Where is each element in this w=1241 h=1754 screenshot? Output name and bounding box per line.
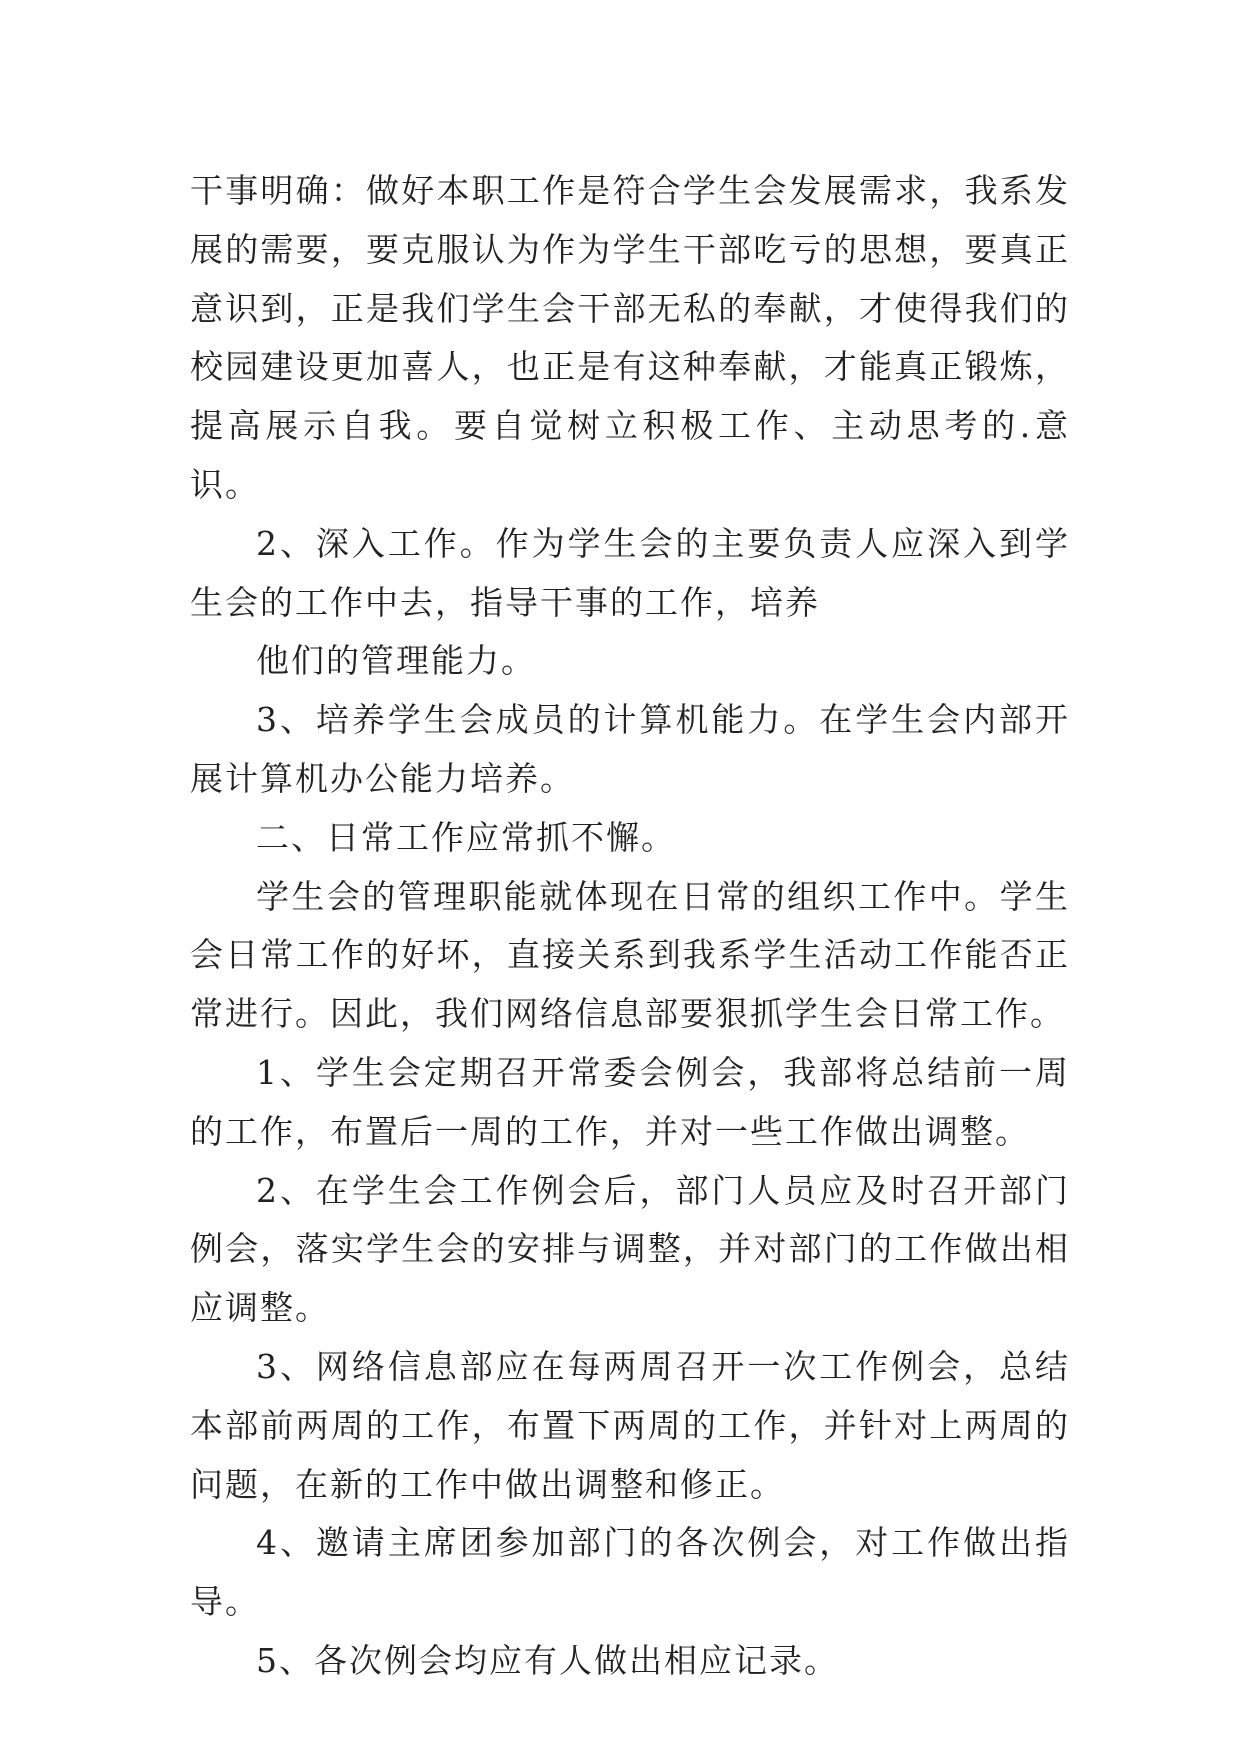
paragraph-item-1-weekly-meeting: 1、学生会定期召开常委会例会，我部将总结前一周的工作，布置后一周的工作，并对一些工作做出调整。	[190, 1052, 1070, 1151]
paragraph-management-ability: 他们的管理能力。	[256, 641, 536, 681]
paragraph-duties: 干事明确：做好本职工作是符合学生会发展需求，我系发展的需要，要克服认为作为学生干部吃亏的思想，要真正意识到，正是我们学生会干部无私的奉献，才使得我们的校园建设更加喜人，也正是有这种奉献，才能真正锻炼，提高展示自我。要自觉树立积极工作、主动思考的.意识。	[190, 171, 1070, 504]
paragraph-item-4-invite-presidium: 4、邀请主席团参加部门的各次例会，对工作做出指导。	[190, 1523, 1070, 1622]
paragraph-daily-work-intro: 学生会的管理职能就体现在日常的组织工作中。学生会日常工作的好坏，直接关系到我系学生活动工作能否正常进行。因此，我们网络信息部要狠抓学生会日常工作。	[190, 876, 1070, 1034]
paragraph-item-3-computer-skills: 3、培养学生会成员的计算机能力。在学生会内部开展计算机办公能力培养。	[190, 700, 1070, 798]
section-heading-daily-work: 二、日常工作应常抓不懈。	[256, 817, 676, 857]
document-body	[190, 162, 1070, 1691]
paragraph-item-3-biweekly-meeting: 3、网络信息部应在每两周召开一次工作例会，总结本部前两周的工作，布置下两周的工作，并针对上两周的问题，在新的工作中做出调整和修正。	[190, 1346, 1070, 1504]
paragraph-item-2-deep-work: 2、深入工作。作为学生会的主要负责人应深入到学生会的工作中去，指导干事的工作，培养	[190, 523, 1070, 622]
paragraph-item-5-meeting-records: 5、各次例会均应有人做出相应记录。	[256, 1640, 839, 1680]
paragraph-item-2-department-meeting: 2、在学生会工作例会后，部门人员应及时召开部门例会，落实学生会的安排与调整，并对部门的工作做出相应调整。	[190, 1170, 1070, 1328]
